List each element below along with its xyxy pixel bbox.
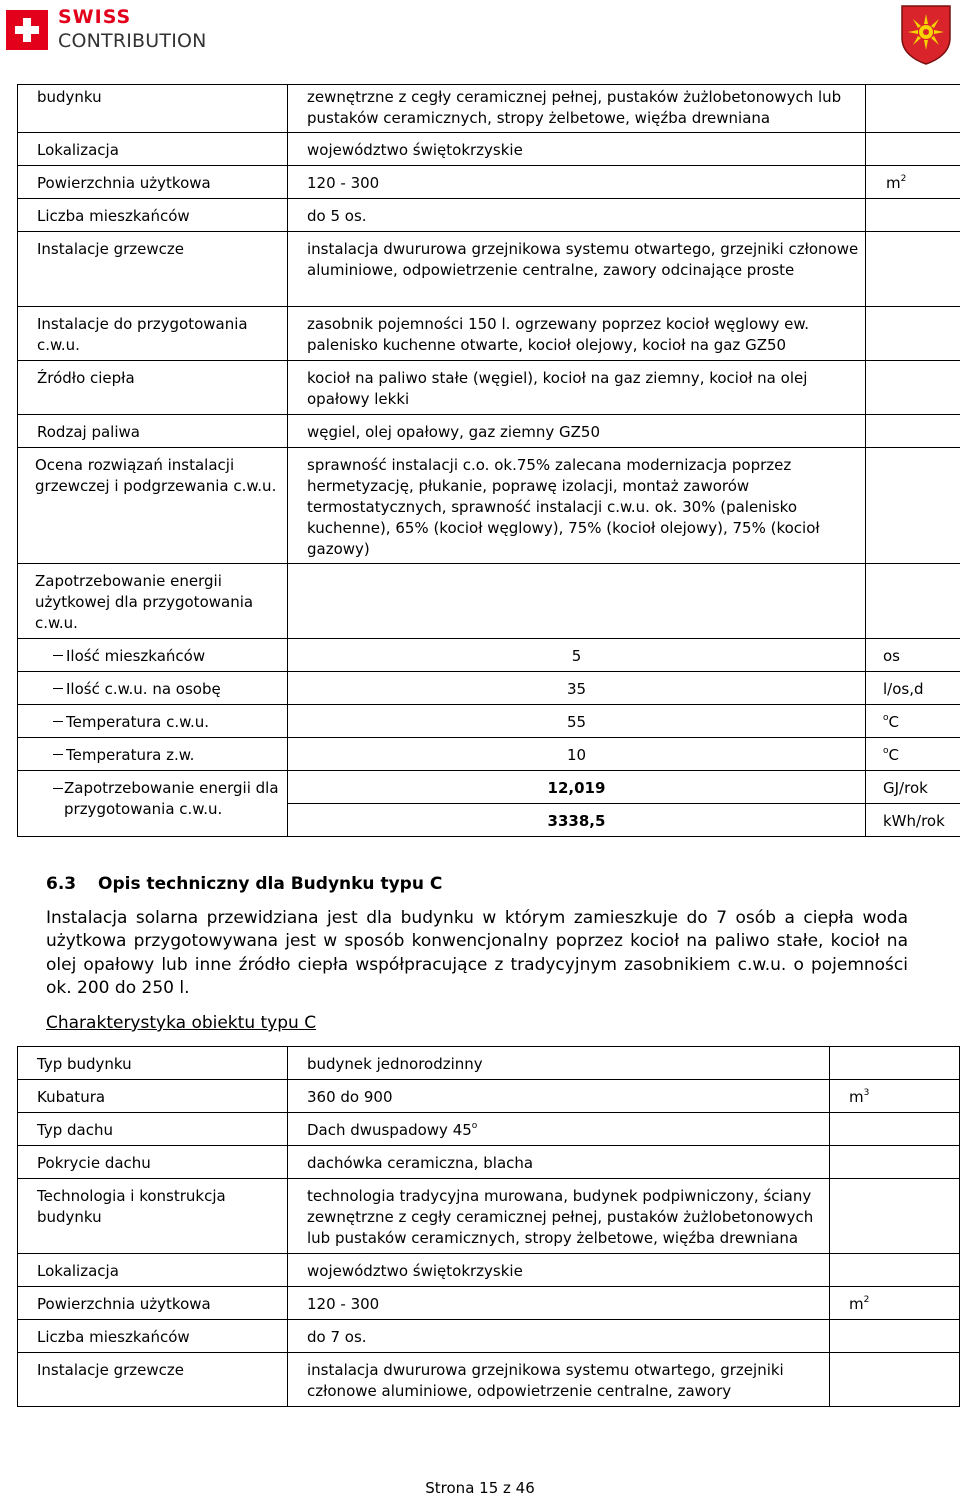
mieszkancow-value: do 7 os. bbox=[307, 1328, 367, 1346]
grzewcze-label: Instalacje grzewcze bbox=[37, 1361, 184, 1379]
ocena-label: Ocena rozwiązań instalacji grzewczej i podgrzewania c.w.u. bbox=[35, 456, 277, 495]
table-row bbox=[18, 639, 960, 672]
powierzchnia-label: Powierzchnia użytkowa bbox=[37, 1295, 211, 1313]
section-heading bbox=[46, 872, 442, 896]
row-value: 55 bbox=[566, 713, 587, 731]
row-value: 10 bbox=[566, 746, 587, 764]
energy-gj-value: 12,019 bbox=[547, 779, 606, 797]
grzewcze-value: instalacja dwururowa grzejnikowa systemu otwartego, grzejniki członowe aluminiowe, odpowietrzenie centralne, zawory odcinające proste bbox=[307, 240, 859, 279]
coat-of-arms-icon bbox=[898, 2, 954, 66]
page-number: Strona 15 z 46 bbox=[425, 1479, 535, 1497]
lokalizacja-label: Lokalizacja bbox=[37, 141, 119, 159]
cwu-value: zasobnik pojemności 150 l. ogrzewany poprzez kocioł węglowy ew. palenisko kuchenne otwarte, kocioł olejowy, kocioł na gaz GZ50 bbox=[307, 315, 810, 354]
zapotrzebowanie-label: Zapotrzebowanie energii użytkowej dla przygotowania c.w.u. bbox=[35, 572, 254, 632]
lokalizacja-value: województwo świętokrzyskie bbox=[307, 1262, 523, 1280]
row-label: Temperatura z.w. bbox=[66, 746, 195, 764]
building-b-table bbox=[17, 84, 960, 837]
energy-label: Zapotrzebowanie energii dla przygotowania c.w.u. bbox=[64, 779, 279, 818]
energy-gj-unit: GJ/rok bbox=[883, 779, 928, 797]
row-label: Ilość c.w.u. na osobę bbox=[66, 680, 221, 698]
section-title: Opis techniczny dla Budynku typu C bbox=[98, 874, 443, 894]
grzewcze-label: Instalacje grzewcze bbox=[37, 240, 184, 258]
logo-text-swiss: SWISS bbox=[58, 6, 132, 28]
row-label: Ilość mieszkańców bbox=[66, 647, 206, 665]
powierzchnia-value: 120 - 300 bbox=[307, 174, 380, 192]
table-row bbox=[18, 705, 960, 738]
section-paragraph: Instalacja solarna przewidziana jest dla budynku w którym zamieszkuje do 7 osób a ciepła woda użytkowa przygotowywana jest w sposób konwencjonalny poprzez kocioł na paliwo stałe, kocioł na olej opałowy lub inne źródło ciepła współpracujące z tradycyjnym zasobnikiem c.w.u. o pojemności ok. 200 do 250 l. bbox=[46, 908, 908, 998]
budynku-value: zewnętrzne z cegły ceramicznej pełnej, pustaków żużlobetonowych lub pustaków ceramicznych, stropy żelbetowe, więźba drewniana bbox=[307, 88, 842, 127]
technologia-label: Technologia i konstrukcja budynku bbox=[37, 1187, 226, 1226]
energy-kwh-unit: kWh/rok bbox=[883, 812, 945, 830]
powierzchnia-unit: $m^2$ bbox=[849, 1295, 870, 1313]
logo-text-contribution: CONTRIBUTION bbox=[58, 30, 207, 52]
swiss-cross-logo-icon bbox=[6, 10, 48, 50]
paliwo-value: węgiel, olej opałowy, gaz ziemny GZ50 bbox=[307, 423, 601, 441]
powierzchnia-unit: $m^2$ bbox=[886, 174, 907, 192]
zrodlo-value: kocioł na paliwo stałe (węgiel), kocioł na gaz ziemny, kocioł na olej opałowy lekki bbox=[307, 369, 808, 408]
building-c-table bbox=[17, 1046, 960, 1407]
powierzchnia-label: Powierzchnia użytkowa bbox=[37, 174, 211, 192]
kubatura-label: Kubatura bbox=[37, 1088, 106, 1106]
table-row bbox=[18, 672, 960, 705]
budynku-label: budynku bbox=[37, 88, 102, 106]
technologia-value: technologia tradycyjna murowana, budynek podpiwniczony, ściany zewnętrzne z cegły ceramicznej pełnej, pustaków żużlobetonowych lub pustaków ceramicznych, stropy żelbetowe, więźba drewniana bbox=[307, 1187, 814, 1247]
row-value: 35 bbox=[566, 680, 587, 698]
mieszkancow-label: Liczba mieszkańców bbox=[37, 1328, 190, 1346]
table-row bbox=[18, 738, 960, 771]
row-unit: os bbox=[883, 647, 900, 665]
ocena-value: sprawność instalacji c.o. ok.75% zalecana modernizacja poprzez hermetyzację, płukanie, poprawę izolacji, montaż zaworów termostatycznych, sprawność instalacji c.w.u. ok. 30% (palenisko kuchenne), 65% (kocioł węglowy), 75% (kocioł olejowy), 75% (kocioł gazowy) bbox=[307, 456, 820, 558]
cwu-label: Instalacje do przygotowania c.w.u. bbox=[37, 315, 248, 354]
kubatura-unit: $m^3$ bbox=[849, 1088, 870, 1106]
row-label: Temperatura c.w.u. bbox=[66, 713, 210, 731]
zrodlo-label: Źródło ciepła bbox=[37, 369, 135, 387]
grzewcze-value: instalacja dwururowa grzejnikowa systemu otwartego, grzejniki członowe aluminiowe, odpowietrzenie centralne, zawory bbox=[307, 1361, 784, 1400]
dach-value: Dach dwuspadowy 45$^o$ bbox=[307, 1121, 478, 1139]
pokrycie-value: dachówka ceramiczna, blacha bbox=[307, 1154, 534, 1172]
pokrycie-label: Pokrycie dachu bbox=[37, 1154, 151, 1172]
mieszkancow-value: do 5 os. bbox=[307, 207, 367, 225]
row-unit: $^o$C bbox=[883, 746, 899, 764]
dach-label: Typ dachu bbox=[37, 1121, 113, 1139]
row-unit: $^o$C bbox=[883, 713, 899, 731]
lokalizacja-label: Lokalizacja bbox=[37, 1262, 119, 1280]
kubatura-value: 360 do 900 bbox=[307, 1088, 393, 1106]
typ-value: budynek jednorodzinny bbox=[307, 1055, 483, 1073]
row-unit: l/os,d bbox=[883, 680, 924, 698]
typ-label: Typ budynku bbox=[37, 1055, 132, 1073]
paliwo-label: Rodzaj paliwa bbox=[37, 423, 140, 441]
row-value: 5 bbox=[571, 647, 582, 665]
section-subheading: Charakterystyka obiektu typu C bbox=[46, 1013, 317, 1033]
energy-kwh-value: 3338,5 bbox=[547, 812, 606, 830]
powierzchnia-value: 120 - 300 bbox=[307, 1295, 380, 1313]
lokalizacja-value: województwo świętokrzyskie bbox=[307, 141, 523, 159]
section-number: 6.3 bbox=[46, 874, 77, 894]
mieszkancow-label: Liczba mieszkańców bbox=[37, 207, 190, 225]
